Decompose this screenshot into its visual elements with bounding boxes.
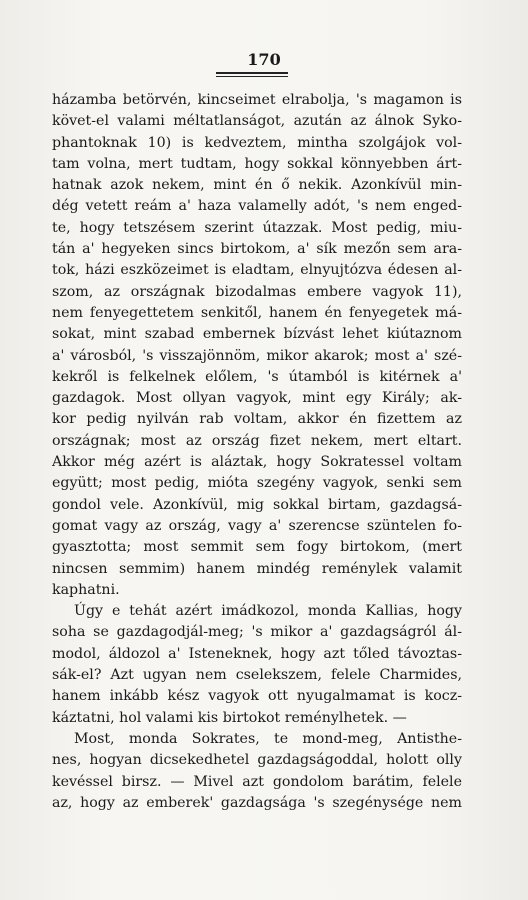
text-line: házamba betörvén, kincseimet elrabolja, 's magamon is bbox=[52, 92, 462, 108]
text-line: te, hogy tetszésem szerint útazzak. Most pedig, miu- bbox=[52, 219, 462, 236]
text-line: kekről is felkelnek előlem, 's útamból is kitérnek a' bbox=[52, 368, 462, 385]
paragraph bbox=[52, 90, 462, 601]
body-text bbox=[52, 90, 462, 814]
text-line: modol, áldozol a' Isteneknek, hogy azt tőled távoztas- bbox=[52, 645, 462, 662]
text-line: hanem inkább kész vagyok ott nyugalmamat is kocz- bbox=[52, 688, 462, 705]
text-line: kaphatni. bbox=[52, 581, 120, 598]
text-line: káztatni, hol valami kis birtokot reménylhetek. — bbox=[52, 709, 407, 726]
text-line: soha se gazdagodjál-meg; 's mikor a' gazdagságról ál- bbox=[52, 624, 462, 641]
text-line: tok, házi eszközeimet is eladtam, elnyujtózva édesen al- bbox=[52, 262, 462, 279]
header-rule-thin bbox=[216, 76, 288, 77]
text-line: gazdagok. Most ollyan vagyok, mint egy Király; ak- bbox=[52, 390, 462, 407]
paragraph bbox=[52, 729, 462, 814]
text-line: követ-el valami méltatlanságot, azután az álnok Syko- bbox=[52, 113, 462, 130]
text-line: dég vetett reám a' haza valamelly adót, 's nem enged- bbox=[52, 198, 462, 215]
text-line: nincsen semmim) hanem mindég reménylek valamit bbox=[52, 560, 462, 577]
text-line: nem fenyegettetem senkitől, hanem én fenyegetek má- bbox=[52, 304, 462, 321]
text-line: országnak; most az ország fizet nekem, mert eltart. bbox=[52, 432, 462, 449]
header-rule bbox=[216, 72, 288, 74]
text-line: sokat, mint szabad embernek bízvást lehet kiútaznom bbox=[52, 326, 462, 343]
text-line: együtt; most pedig, mióta szegény vagyok, senki sem bbox=[52, 475, 462, 492]
text-line: hatnak azok nekem, mint én ő nekik. Azonkívül min- bbox=[52, 177, 462, 194]
text-line: kevéssel birsz. — Mivel azt gondolom barátim, felele bbox=[52, 773, 462, 790]
text-line: gondol vele. Azonkívül, mig sokkal birtam, gazdagsá- bbox=[52, 496, 462, 513]
text-line: sák-el? Azt ugyan nem cselekszem, felele Charmides, bbox=[52, 667, 462, 684]
text-line: tán a' hegyeken sincs birtokom, a' sík mezőn sem ara- bbox=[52, 241, 462, 258]
text-line: az, hogy az emberek' gazdagsága 's szegénysége nem bbox=[52, 794, 462, 811]
text-line: nes, hogyan dicsekedhetel gazdagságoddal, holott olly bbox=[52, 752, 462, 769]
page-number: 170 bbox=[247, 50, 281, 69]
text-line: Úgy e tehát azért imádkozol, monda Kallias, hogy bbox=[74, 603, 462, 620]
text-line: gyasztotta; most semmit sem fogy birtokom, (mert bbox=[52, 539, 462, 556]
text-line: kor pedig nyilván rab voltam, akkor én fizettem az bbox=[52, 411, 462, 428]
text-line: szom, az országnak bizodalmas embere vagyok 11), bbox=[52, 283, 462, 300]
text-line: phantoknak 10) is kedveztem, mintha szolgájok vol- bbox=[52, 134, 462, 151]
paragraph bbox=[52, 601, 462, 729]
text-line: a' városból, 's visszajönnöm, mikor akarok; most a' szé- bbox=[52, 347, 462, 364]
text-line: gomat vagy az ország, vagy a' szerencse szüntelen fo- bbox=[52, 517, 462, 534]
text-line: tam volna, mert tudtam, hogy sokkal könnyebben árt- bbox=[52, 155, 462, 172]
text-line: Akkor még azért is aláztak, hogy Sokratessel voltam bbox=[52, 454, 462, 471]
text-line: Most, monda Sokrates, te mond-meg, Antisthe- bbox=[74, 730, 462, 747]
